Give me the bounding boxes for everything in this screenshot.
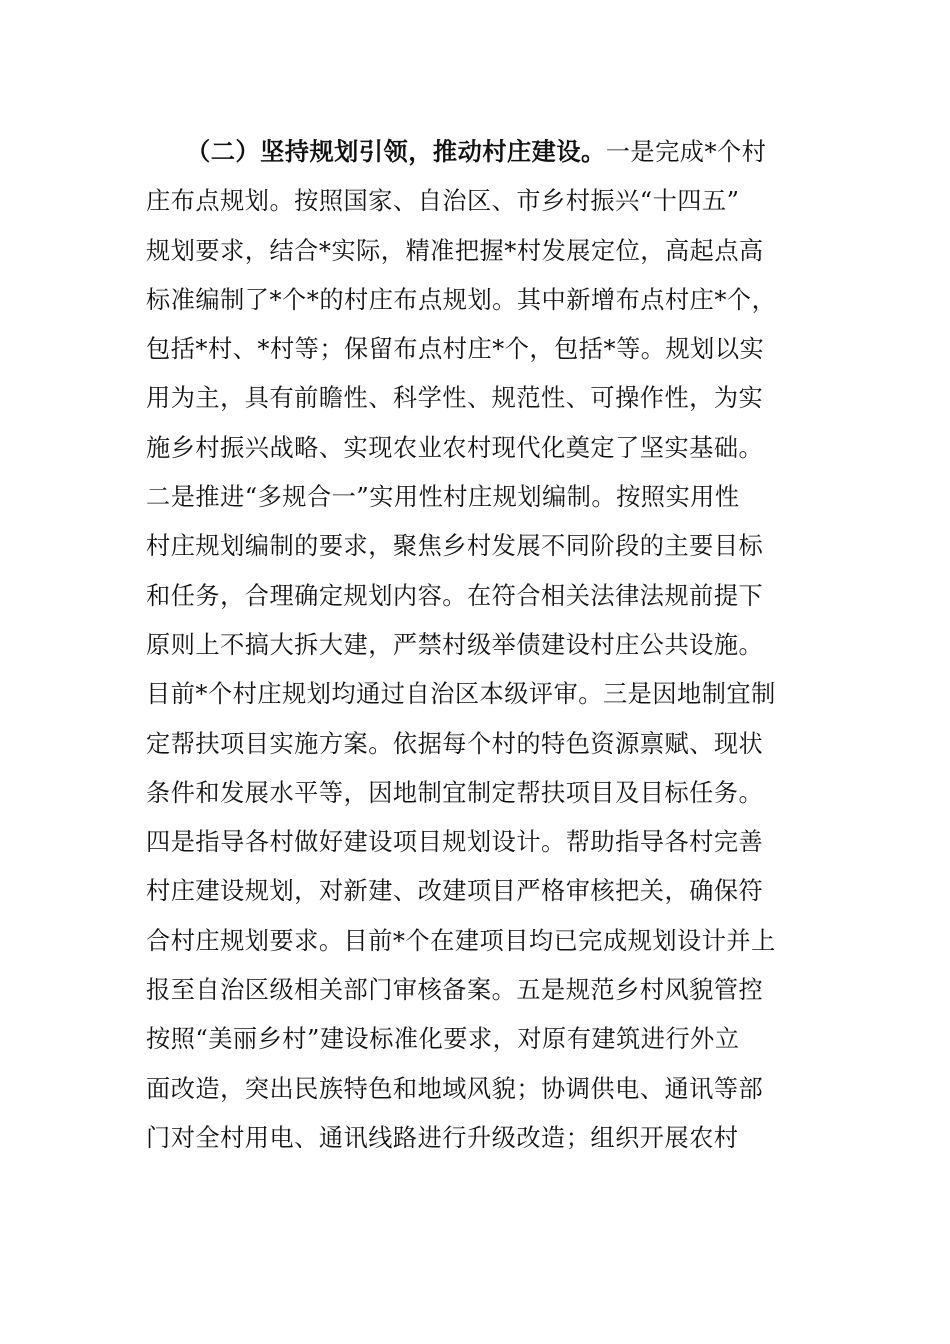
text-line-2: 庄布点规划。按照国家、自治区、市乡村振兴“十四五” [146,187,740,216]
text-line-1-content: 一是完成*个村 [605,138,767,166]
text-line-8: 二是推进“多规合一”实用性村庄规划编制。按照实用性 [146,483,740,512]
text-line-4: 标准编制了*个*的村庄布点规划。其中新增布点村庄*个， [146,285,777,314]
text-line-6: 用为主，具有前瞻性、科学性、规范性、可操作性，为实 [146,384,764,413]
text-line-14: 条件和发展水平等，因地制宜制定帮扶项目及目标任务。 [146,778,764,807]
text-line-15: 四是指导各村做好建设项目规划设计。帮助指导各村完善 [146,828,764,857]
text-line-18: 报至自治区级相关部门审核备案。五是规范乡村风貌管控 [146,976,764,1005]
section-heading: （二）坚持规划引领，推动村庄建设。 [186,138,606,166]
text-line-17: 合村庄规划要求。目前*个在建项目均已完成规划设计并上 [146,926,776,955]
text-line-19: 按照“美丽乡村”建设标准化要求，对原有建筑进行外立 [146,1025,740,1054]
text-line-16: 村庄建设规划，对新建、改建项目严格审核把关，确保符 [146,877,764,906]
text-line-7: 施乡村振兴战略、实现农业农村现代化奠定了坚实基础。 [146,433,764,462]
text-line-11: 原则上不搞大拆大建，严禁村级举债建设村庄公共设施。 [146,630,764,659]
text-line-9: 村庄规划编制的要求，聚焦乡村发展不同阶段的主要目标 [146,532,764,561]
text-line-21: 门对全村用电、通讯线路进行升级改造；组织开展农村 [146,1123,739,1152]
text-line-1 [146,128,806,177]
body-text [146,128,806,1163]
text-line-10: 和任务，合理确定规划内容。在符合相关法律法规前提下 [146,581,764,610]
text-line-12: 目前*个村庄规划均通过自治区本级评审。三是因地制宜制 [146,680,776,709]
text-line-3: 规划要求，结合*实际，精准把握*村发展定位，高起点高 [146,236,764,265]
text-line-20: 面改造，突出民族特色和地域风貌；协调供电、通讯等部 [146,1074,764,1103]
text-line-5: 包括*村、*村等；保留布点村庄*个，包括*等。规划以实 [146,335,765,364]
text-line-13: 定帮扶项目实施方案。依据每个村的特色资源禀赋、现状 [146,729,764,758]
